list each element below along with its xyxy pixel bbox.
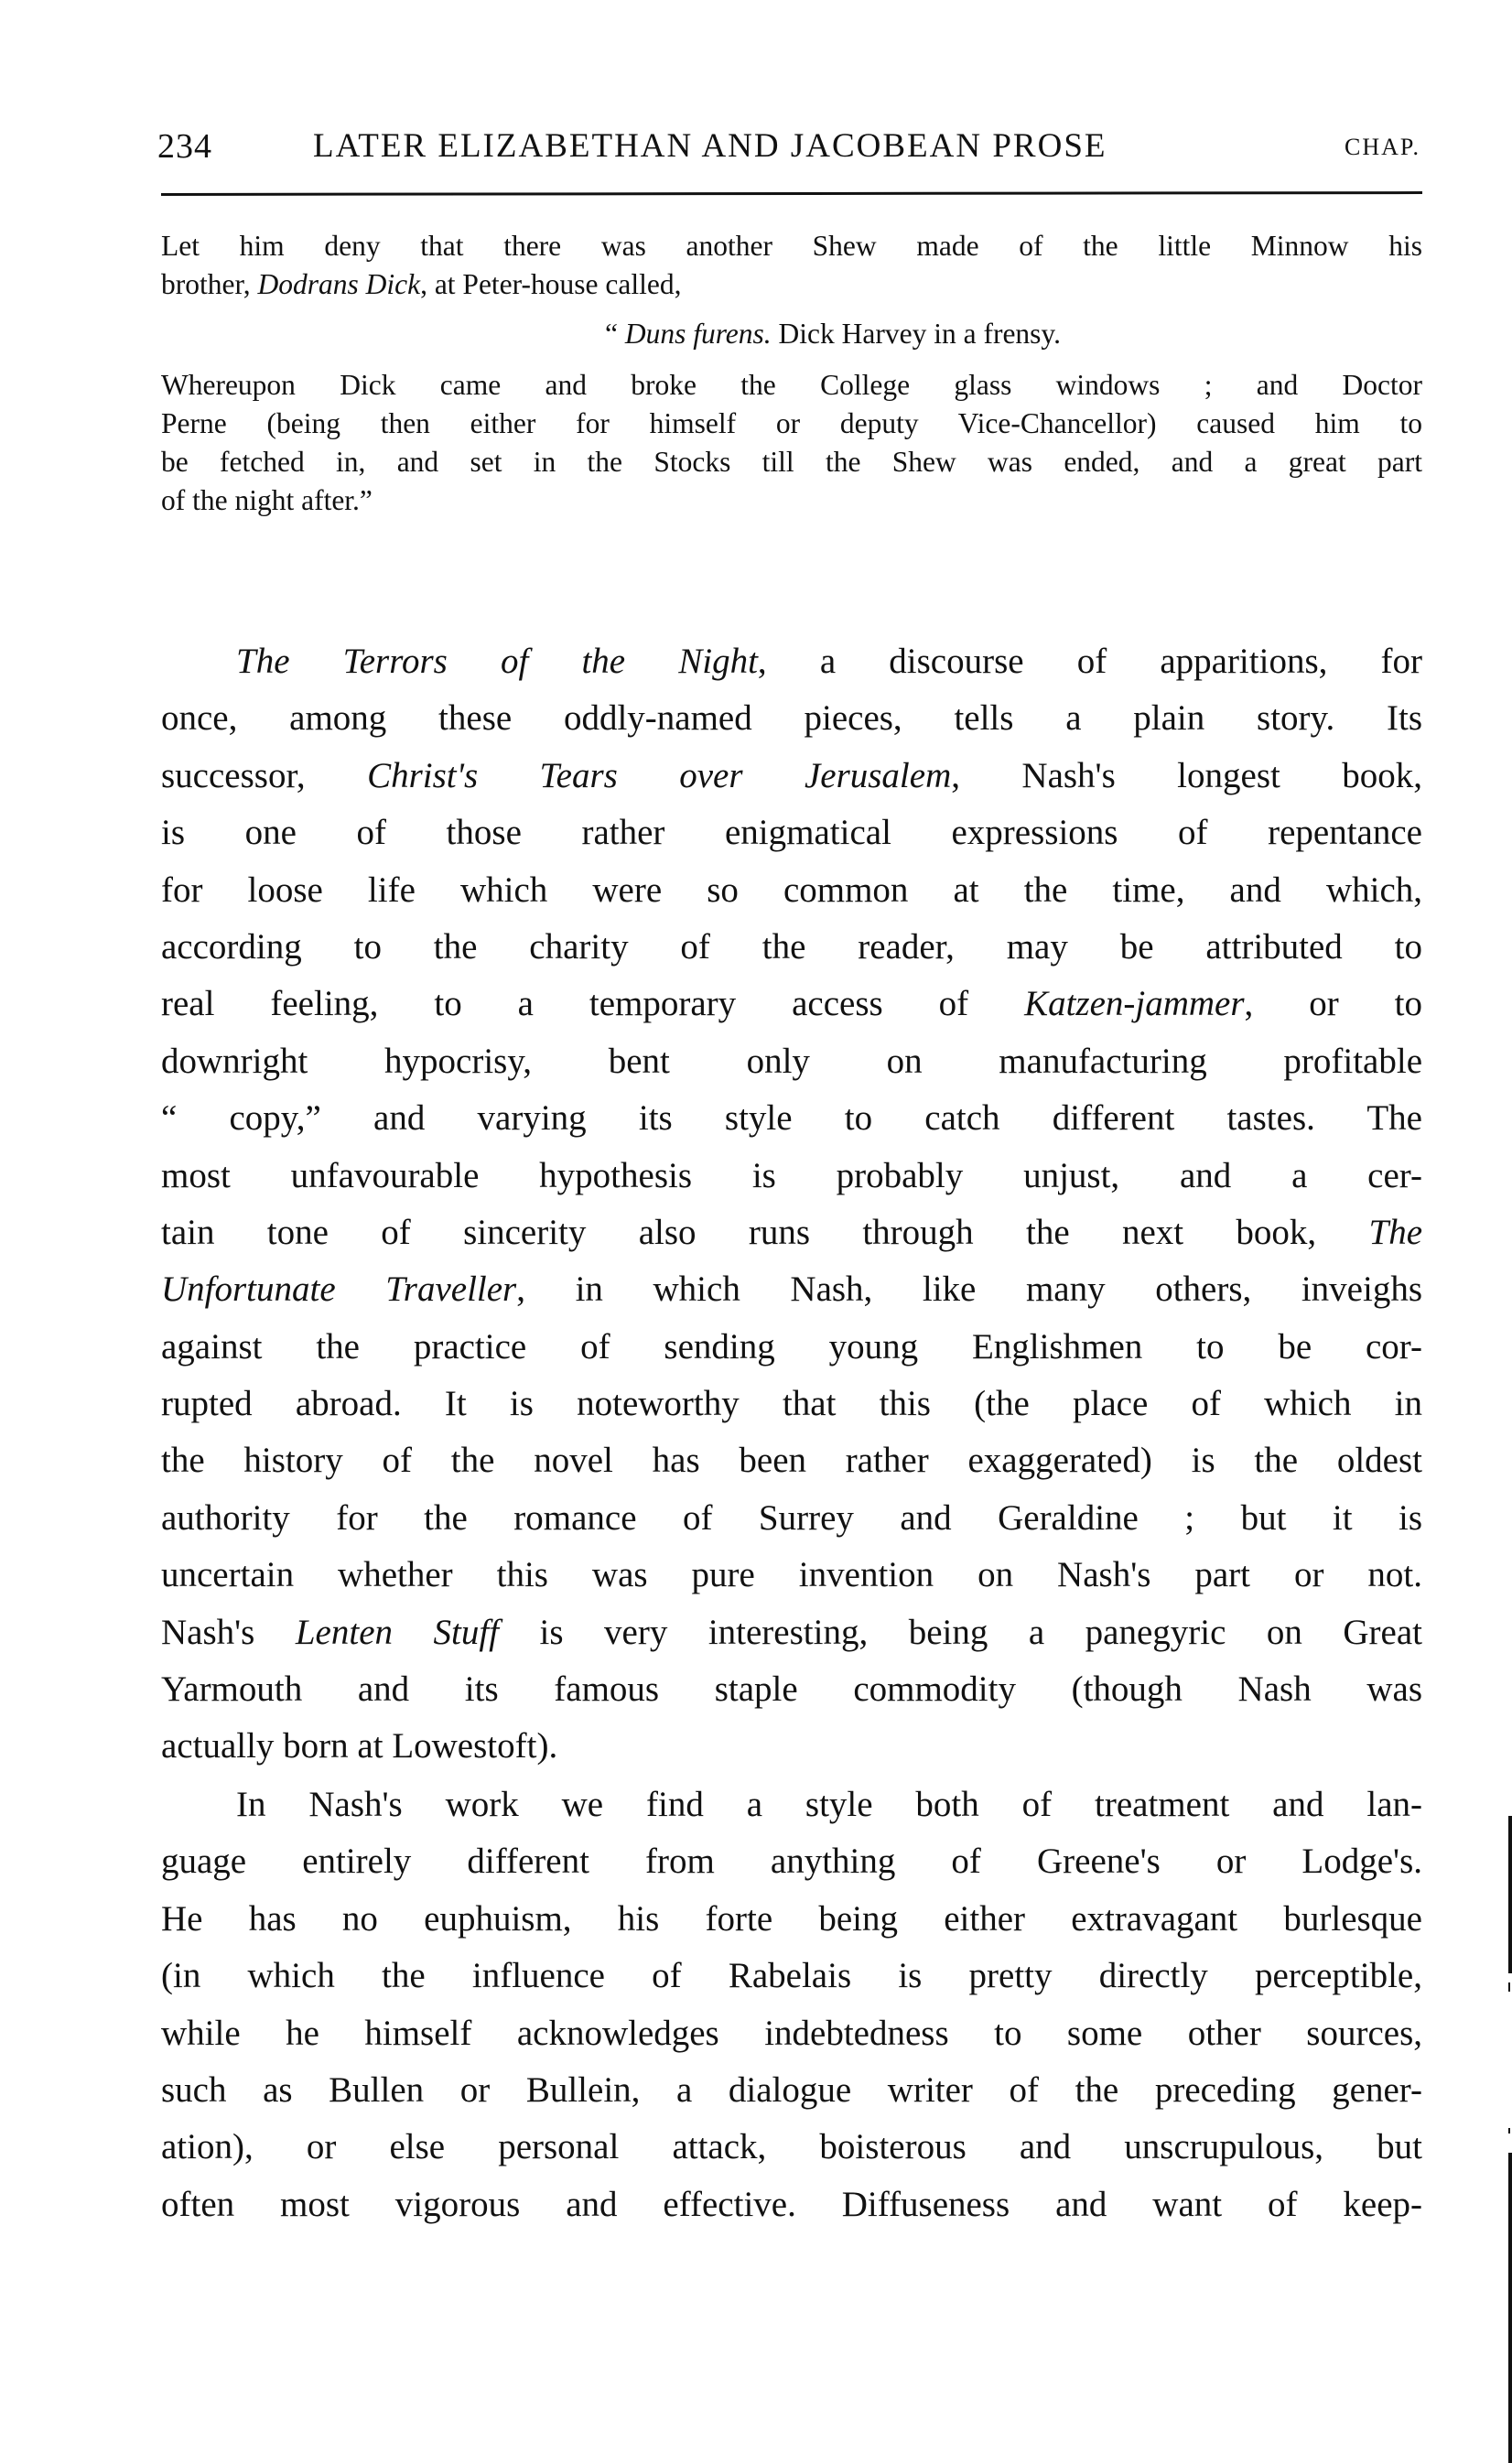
text-segment: brother, [161,268,258,300]
text-segment: real feeling, to a temporary access of [161,984,1025,1024]
text-line [161,1090,1422,1147]
text-line [161,1319,1422,1376]
running-header [157,119,1420,174]
text-segment: for loose life which were so common at the time, and which, [161,870,1422,910]
text-line [161,1261,1422,1318]
text-line [161,919,1422,976]
text-line [161,1661,1422,1718]
text-line [161,690,1422,747]
text-segment: Yarmouth and its famous staple commodity (though Nash was [161,1669,1422,1710]
header-rule [161,191,1422,196]
text-line [161,2177,1422,2233]
text-segment: uncertain whether this was pure invention on Nash's part or not. [161,1555,1422,1595]
text-segment: rupted abroad. It is noteworthy that this (the place of which in [161,1384,1422,1424]
italic-title-text: Unfortunate Traveller [161,1269,517,1310]
text-line [161,1490,1422,1547]
text-line [161,481,1422,520]
text-segment: such as Bullen or Bullein, a dialogue writer of the preceding gener- [161,2069,1422,2110]
text-line [161,2005,1422,2062]
text-segment: successor, [161,755,368,795]
text-segment: ation), or else personal attack, boisterous and unscrupulous, but [161,2127,1422,2167]
italic-title-text: Christ's Tears over Jerusalem [367,755,952,795]
text-line [161,1833,1422,1890]
text-segment: while he himself acknowledges indebtedness to some other sources, [161,2013,1422,2053]
scan-edge-mark [1508,2128,1510,2134]
text-line [161,1547,1422,1604]
text-segment: , at Peter-house called, [420,268,682,300]
italic-title-text: The Terrors of the Night [236,642,758,681]
text-line [161,805,1422,861]
text-segment: , or to [1244,984,1423,1024]
text-line [161,633,1422,690]
text-line [161,227,1422,265]
text-line [161,1148,1422,1204]
text-line [161,1604,1422,1661]
scan-edge-mark [1508,1982,1510,1992]
text-segment: guage entirely different from anything of Greene's or Lodge's. [161,1842,1422,1882]
italic-title-text: Lenten Stuff [295,1612,500,1652]
text-segment: “ [604,318,625,350]
text-segment: Nash's [161,1612,296,1652]
text-segment: actually born at Lowestoft). [161,1726,558,1766]
text-segment: He has no euphuism, his forte being either extravagant burlesque [161,1898,1422,1939]
text-segment: according to the charity of the reader, may be attributed to [161,926,1422,967]
italic-title-text: Duns furens. [624,318,772,350]
italic-title-text: Katzen-jammer [1024,984,1245,1024]
text-line [161,1204,1422,1261]
text-segment: be fetched in, and set in the Stocks till the Shew was ended, and a great part [161,446,1422,478]
text-line [161,315,1422,353]
text-segment: of the night after.” [161,484,373,516]
text-line [161,2062,1422,2119]
scan-edge-mark [1508,2153,1512,2463]
text-segment: (in which the influence of Rabelais is pretty directly perceptible, [161,1956,1422,1996]
text-segment: authority for the romance of Surrey and Geraldine ; but it is [161,1497,1422,1538]
text-line [161,1718,1422,1775]
text-line [161,1891,1422,1948]
text-segment: often most vigorous and effective. Diffuseness and want of keep- [161,2184,1422,2224]
text-line [161,1948,1422,2004]
text-segment: once, among these oddly-named pieces, tells a plain story. Its [161,698,1422,739]
text-segment: tain tone of sincerity also runs through the next book, [161,1212,1369,1252]
text-line [161,1777,1422,1833]
text-line [161,366,1422,405]
text-segment: , Nash's longest book, [951,755,1423,795]
text-segment: is very interesting, being a panegyric on Great [499,1612,1422,1652]
text-line [161,443,1422,481]
text-line [161,1033,1422,1090]
text-line [161,405,1422,443]
text-segment: the history of the novel has been rather exaggerated) is the oldest [161,1441,1422,1481]
italic-title-text: The [1368,1212,1422,1252]
text-segment: Dick Harvey in a frensy. [771,318,1062,350]
text-segment: against the practice of sending young Englishmen to be cor- [161,1326,1422,1367]
paragraph-nash-style [161,1777,1422,2233]
text-segment: is one of those rather enigmatical expressions of repentance [161,813,1422,853]
scan-edge-mark [1508,1816,1512,1973]
text-line [161,2119,1422,2176]
text-segment: “ copy,” and varying its style to catch different tastes. The [161,1098,1422,1139]
text-line [161,265,1422,304]
block-quote [161,227,1422,520]
text-segment: Perne (being then either for himself or deputy Vice-Chancellor) caused him to [161,407,1422,439]
text-segment: Let him deny that there was another Shew made of the little Minnow his [161,230,1422,262]
text-segment: Whereupon Dick came and broke the College glass windows ; and Doctor [161,369,1422,401]
text-segment: most unfavourable hypothesis is probably unjust, and a cer- [161,1155,1422,1195]
text-segment: , in which Nash, like many others, inveighs [516,1269,1422,1310]
text-line [161,1376,1422,1432]
text-segment: downright hypocrisy, bent only on manufacturing profitable [161,1041,1422,1081]
page-number: 234 [157,127,212,166]
paragraph-terrors-of-the-night [161,633,1422,1776]
text-line [161,862,1422,919]
text-line [161,1432,1422,1489]
text-segment: , a discourse of apparitions, for [757,642,1422,681]
text-segment: In Nash's work we find a style both of treatment and lan- [236,1785,1422,1824]
running-title: LATER ELIZABETHAN AND JACOBEAN PROSE [313,127,1107,165]
text-line [161,748,1422,805]
chapter-label: CHAP. [1345,134,1420,160]
italic-title-text: Dodrans Dick [257,268,421,300]
text-line [161,976,1422,1032]
